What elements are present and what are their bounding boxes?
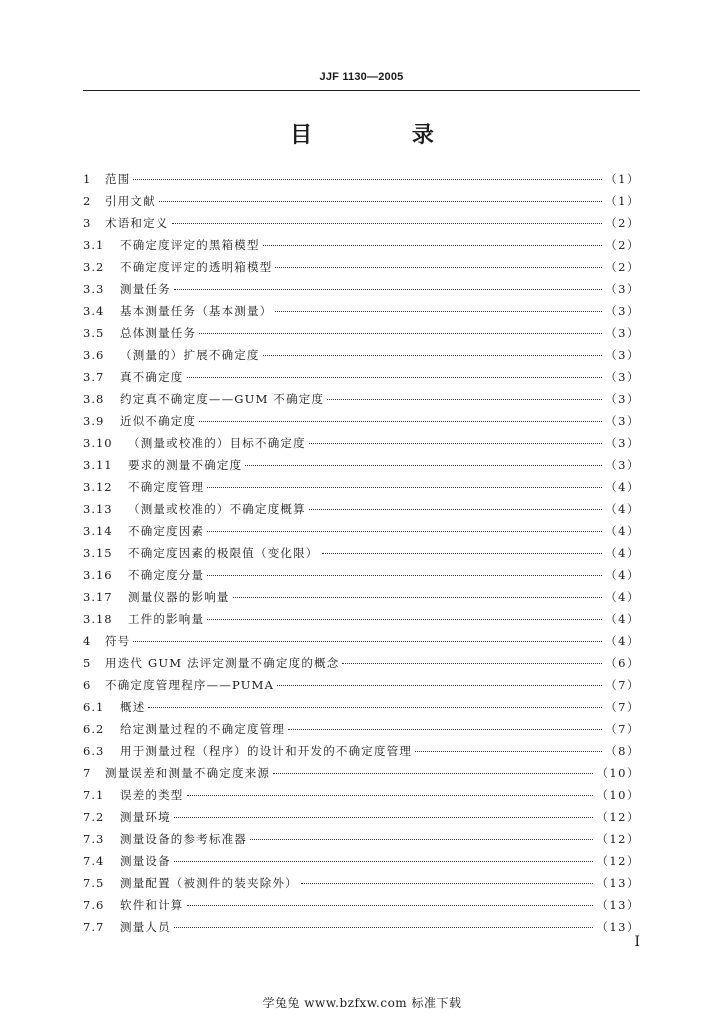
toc-entry-number: 3.13	[83, 502, 113, 516]
toc-entry[interactable]	[83, 784, 640, 806]
toc-entry-title: 范围	[105, 172, 131, 186]
toc-entry-title: 要求的测量不确定度	[128, 458, 243, 472]
toc-entry[interactable]	[83, 498, 640, 520]
toc-entry-page: （1）	[605, 194, 640, 208]
toc-entry-title: 用于测量过程（程序）的设计和开发的不确定度管理	[120, 744, 413, 758]
toc-entry-page: （3）	[605, 414, 640, 428]
toc-dot-leader	[159, 200, 602, 202]
toc-entry-page: （7）	[605, 722, 640, 736]
toc-entry-page: （4）	[605, 524, 640, 538]
toc-entry-page: （3）	[605, 326, 640, 340]
toc-entry-title: 测量误差和测量不确定度来源	[105, 766, 271, 780]
toc-entry-number: 3	[83, 216, 92, 230]
toc-entry-page: （3）	[605, 392, 640, 406]
toc-entry-number: 7.5	[83, 876, 105, 890]
toc-entry[interactable]	[83, 388, 640, 410]
toc-entry-number: 3.10	[83, 436, 113, 450]
toc-entry-title: 不确定度分量	[128, 568, 205, 582]
toc-dot-leader	[187, 794, 594, 796]
toc-entry-number: 3.11	[83, 458, 113, 472]
toc-dot-leader	[174, 288, 602, 290]
toc-entry[interactable]	[83, 608, 640, 630]
toc-entry[interactable]	[83, 674, 640, 696]
toc-entry-number: 3.12	[83, 480, 113, 494]
toc-dot-leader	[187, 376, 603, 378]
toc-dot-leader	[275, 310, 602, 312]
toc-entry[interactable]	[83, 190, 640, 212]
toc-entry-number: 3.4	[83, 304, 105, 318]
toc-entry-number: 3.8	[83, 392, 105, 406]
toc-entry[interactable]	[83, 586, 640, 608]
toc-entry[interactable]	[83, 168, 640, 190]
toc-entry-page: （2）	[605, 216, 640, 230]
toc-entry-page: （12）	[596, 810, 640, 824]
toc-dot-leader	[309, 442, 602, 444]
toc-dot-leader	[187, 904, 594, 906]
toc-entry-title: 不确定度管理	[128, 480, 205, 494]
toc-entry-title: 近似不确定度	[120, 414, 197, 428]
toc-entry-number: 3.15	[83, 546, 113, 560]
toc-entry-number: 5	[83, 656, 92, 670]
toc-entry-title: 测量配置（被测件的装夹除外）	[120, 876, 298, 890]
document-code-header: JJF 1130—2005	[319, 71, 404, 83]
toc-entry[interactable]	[83, 696, 640, 718]
toc-entry[interactable]	[83, 432, 640, 454]
toc-entry[interactable]	[83, 344, 640, 366]
toc-dot-leader	[174, 816, 594, 818]
toc-entry[interactable]	[83, 410, 640, 432]
toc-entry-title: 用迭代 GUM 法评定测量不确定度的概念	[105, 656, 340, 670]
toc-dot-leader	[245, 464, 602, 466]
toc-entry-page: （6）	[605, 656, 640, 670]
toc-entry-number: 7.6	[83, 898, 105, 912]
toc-entry-number: 4	[83, 634, 92, 648]
toc-entry[interactable]	[83, 806, 640, 828]
toc-dot-leader	[309, 508, 602, 510]
toc-dot-leader	[174, 860, 594, 862]
toc-entry-number: 3.17	[83, 590, 113, 604]
toc-entry[interactable]	[83, 256, 640, 278]
toc-entry-page: （10）	[596, 766, 640, 780]
toc-entry-title: 引用文献	[105, 194, 156, 208]
toc-entry[interactable]	[83, 542, 640, 564]
toc-dot-leader	[250, 838, 593, 840]
toc-entry-page: （3）	[605, 348, 640, 362]
header-divider	[83, 90, 640, 91]
toc-entry-number: 3.5	[83, 326, 105, 340]
toc-entry-number: 3.7	[83, 370, 105, 384]
page-title: 目 录	[290, 122, 480, 148]
toc-entry-title: 基本测量任务（基本测量）	[120, 304, 273, 318]
toc-entry-page: （4）	[605, 612, 640, 626]
toc-entry-number: 2	[83, 194, 92, 208]
toc-entry-page: （2）	[605, 260, 640, 274]
toc-entry[interactable]	[83, 366, 640, 388]
toc-entry-page: （1）	[605, 172, 640, 186]
toc-entry-title: 给定测量过程的不确定度管理	[120, 722, 286, 736]
toc-entry-page: （3）	[605, 458, 640, 472]
toc-entry-number: 3.16	[83, 568, 113, 582]
toc-entry[interactable]	[83, 828, 640, 850]
toc-dot-leader	[148, 706, 602, 708]
toc-entry-number: 3.9	[83, 414, 105, 428]
toc-entry-page: （4）	[605, 546, 640, 560]
toc-entry-number: 7	[83, 766, 92, 780]
toc-entry-title: 真不确定度	[120, 370, 184, 384]
toc-entry[interactable]	[83, 300, 640, 322]
toc-entry[interactable]	[83, 652, 640, 674]
toc-dot-leader	[288, 728, 602, 730]
toc-entry-page: （10）	[596, 788, 640, 802]
toc-dot-leader	[199, 420, 602, 422]
toc-entry-page: （13）	[596, 920, 640, 934]
toc-entry-title: （测量或校准的）不确定度概算	[128, 502, 306, 516]
toc-entry[interactable]	[83, 212, 640, 234]
toc-entry-number: 6.1	[83, 700, 105, 714]
toc-entry-title: 不确定度评定的黑箱模型	[120, 238, 260, 252]
toc-dot-leader	[277, 684, 602, 686]
toc-entry[interactable]	[83, 872, 640, 894]
toc-entry-title: 误差的类型	[120, 788, 184, 802]
toc-dot-leader	[133, 178, 602, 180]
toc-entry-number: 3.1	[83, 238, 105, 252]
toc-entry-title: 不确定度因素	[128, 524, 205, 538]
toc-entry-page: （4）	[605, 480, 640, 494]
toc-dot-leader	[207, 486, 602, 488]
toc-entry-title: （测量或校准的）目标不确定度	[128, 436, 306, 450]
toc-entry-number: 6	[83, 678, 92, 692]
toc-entry[interactable]	[83, 762, 640, 784]
toc-dot-leader	[273, 772, 593, 774]
toc-dot-leader	[263, 244, 602, 246]
toc-entry-title: 工件的影响量	[128, 612, 205, 626]
toc-entry-number: 3.18	[83, 612, 113, 626]
toc-dot-leader	[207, 574, 602, 576]
toc-entry-page: （13）	[596, 876, 640, 890]
toc-entry[interactable]	[83, 234, 640, 256]
toc-entry-page: （2）	[605, 238, 640, 252]
toc-entry-title: 测量仪器的影响量	[128, 590, 230, 604]
toc-entry-page: （12）	[596, 854, 640, 868]
toc-entry[interactable]	[83, 322, 640, 344]
toc-entry-number: 6.3	[83, 744, 105, 758]
toc-dot-leader	[233, 596, 603, 598]
toc-dot-leader	[207, 618, 602, 620]
toc-entry-number: 7.1	[83, 788, 105, 802]
toc-entry-number: 3.2	[83, 260, 105, 274]
toc-entry-title: 测量环境	[120, 810, 171, 824]
toc-entry-title: 测量设备	[120, 854, 171, 868]
toc-entry-title: 不确定度管理程序——PUMA	[105, 678, 275, 692]
toc-entry-page: （3）	[605, 436, 640, 450]
toc-entry-page: （8）	[605, 744, 640, 758]
toc-dot-leader	[174, 926, 594, 928]
toc-entry-number: 7.3	[83, 832, 105, 846]
toc-dot-leader	[327, 398, 602, 400]
toc-entry[interactable]	[83, 630, 640, 652]
toc-entry-page: （13）	[596, 898, 640, 912]
toc-entry[interactable]	[83, 278, 640, 300]
toc-entry-number: 7.2	[83, 810, 105, 824]
toc-entry-number: 1	[83, 172, 92, 186]
toc-entry-page: （3）	[605, 282, 640, 296]
toc-entry-page: （12）	[596, 832, 640, 846]
toc-entry-title: 不确定度评定的透明箱模型	[120, 260, 273, 274]
toc-dot-leader	[199, 332, 602, 334]
toc-entry-page: （4）	[605, 568, 640, 582]
toc-dot-leader	[263, 354, 602, 356]
footer-watermark: 学兔兔 www.bzfxw.com 标准下载	[262, 996, 462, 1010]
toc-entry-number: 7.7	[83, 920, 105, 934]
toc-entry-title: 测量人员	[120, 920, 171, 934]
toc-entry[interactable]	[83, 916, 640, 938]
toc-dot-leader	[322, 552, 603, 554]
toc-entry-number: 3.14	[83, 524, 113, 538]
toc-entry-page: （4）	[605, 634, 640, 648]
toc-entry-title: 约定真不确定度——GUM 不确定度	[120, 392, 325, 406]
toc-entry-number: 3.3	[83, 282, 105, 296]
toc-entry[interactable]	[83, 454, 640, 476]
toc-entry-page: （7）	[605, 700, 640, 714]
toc-entry-page: （4）	[605, 590, 640, 604]
toc-entry[interactable]	[83, 718, 640, 740]
toc-entry-title: （测量的）扩展不确定度	[120, 348, 260, 362]
toc-entry-number: 3.6	[83, 348, 105, 362]
toc-entry-title: 概述	[120, 700, 146, 714]
toc-entry-page: （3）	[605, 370, 640, 384]
toc-entry-title: 术语和定义	[105, 216, 169, 230]
toc-dot-leader	[172, 222, 603, 224]
toc-dot-leader	[301, 882, 594, 884]
toc-entry-number: 7.4	[83, 854, 105, 868]
toc-dot-leader	[275, 266, 602, 268]
toc-entry-page: （7）	[605, 678, 640, 692]
toc-entry-page: （3）	[605, 304, 640, 318]
toc-entry[interactable]	[83, 564, 640, 586]
toc-entry[interactable]	[83, 740, 640, 762]
toc-entry[interactable]	[83, 520, 640, 542]
toc-entry-title: 符号	[105, 634, 131, 648]
toc-dot-leader	[133, 640, 602, 642]
toc-entry-title: 总体测量任务	[120, 326, 197, 340]
toc-dot-leader	[415, 750, 602, 752]
toc-entry[interactable]	[83, 850, 640, 872]
toc-entry-number: 6.2	[83, 722, 105, 736]
table-of-contents	[83, 168, 640, 938]
toc-dot-leader	[207, 530, 602, 532]
toc-entry-title: 测量设备的参考标准器	[120, 832, 247, 846]
toc-entry-title: 测量任务	[120, 282, 171, 296]
page-number: I	[634, 934, 640, 950]
toc-entry[interactable]	[83, 894, 640, 916]
toc-entry-page: （4）	[605, 502, 640, 516]
toc-entry-title: 软件和计算	[120, 898, 184, 912]
toc-dot-leader	[342, 662, 602, 664]
toc-entry[interactable]	[83, 476, 640, 498]
toc-entry-title: 不确定度因素的极限值（变化限）	[128, 546, 319, 560]
